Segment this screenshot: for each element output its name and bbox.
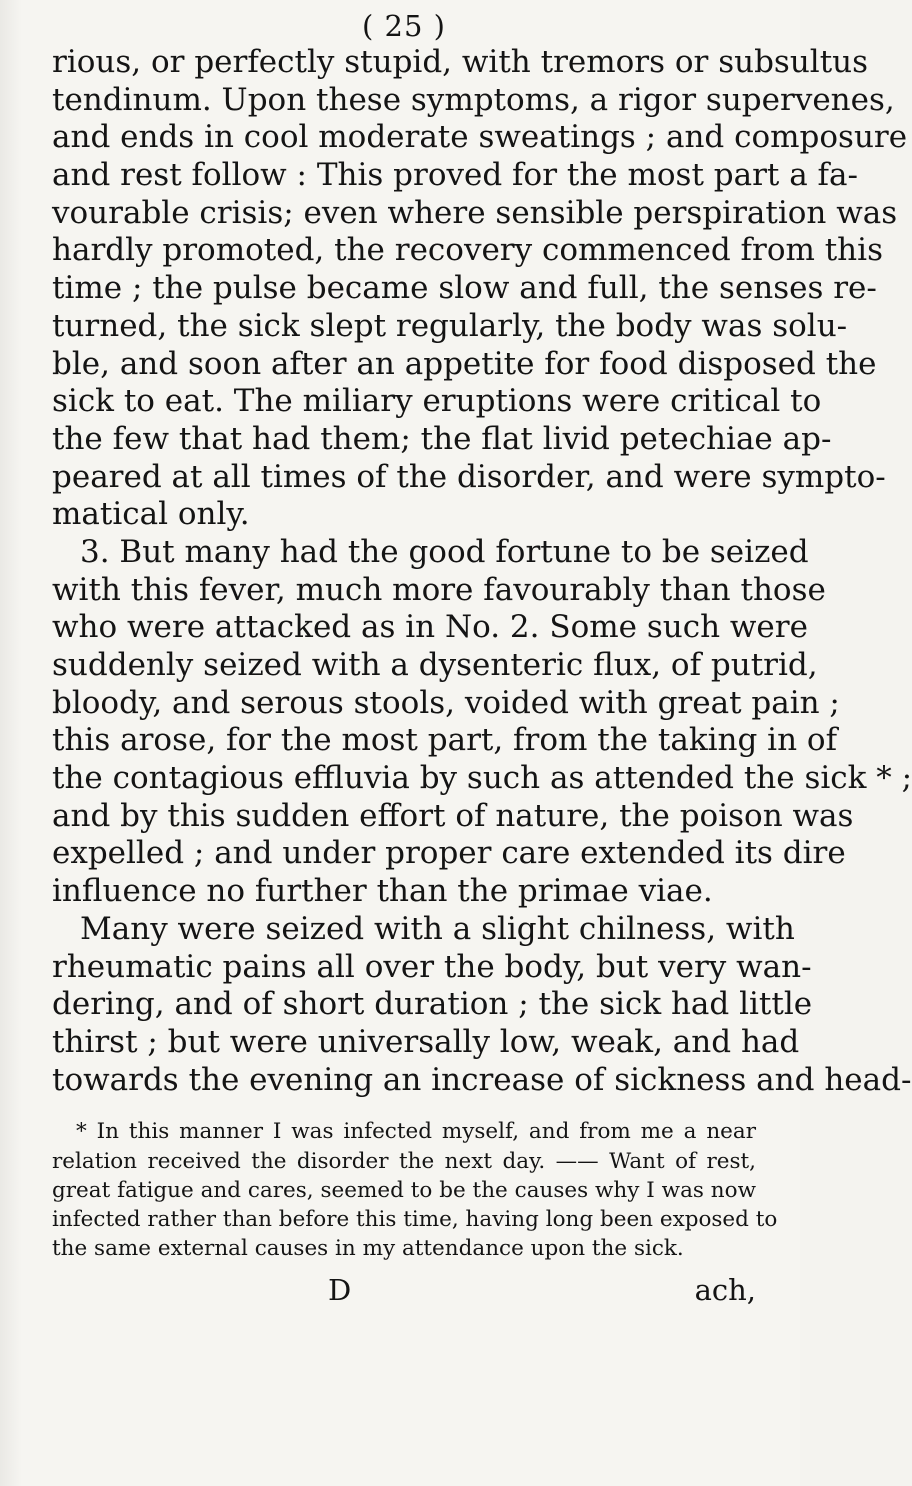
text-line: expelled ; and under proper care extended its dire <box>52 835 846 872</box>
footnote-line: infected rather than before this time, having long been exposed to <box>52 1207 778 1233</box>
text-line: turned, the sick slept regularly, the body was solu- <box>52 307 848 344</box>
text-line: with this fever, much more favourably than those <box>52 571 826 608</box>
text-line: influence no further than the primae viae. <box>52 873 713 910</box>
signature-mark: D <box>328 1272 352 1307</box>
text-line: time ; the pulse became slow and full, the senses re- <box>52 270 877 307</box>
text-line: the few that had them; the flat livid petechiae ap- <box>52 420 832 457</box>
text-line: Many were seized with a slight chilness, with <box>80 910 795 947</box>
main-text <box>52 44 912 1099</box>
page-footer <box>52 1272 756 1308</box>
text-line: dering, and of short duration ; the sick had little <box>52 986 813 1023</box>
catchword: ach, <box>694 1272 756 1307</box>
text-line: tendinum. Upon these symptoms, a rigor supervenes, <box>52 81 895 118</box>
text-line: rious, or perfectly stupid, with tremors or subsultus <box>52 44 869 80</box>
page-number: ( 25 ) <box>362 9 446 43</box>
text-line: rheumatic pains all over the body, but very wan- <box>52 948 812 985</box>
footnote <box>52 1117 778 1263</box>
text-line: sick to eat. The miliary eruptions were critical to <box>52 383 822 420</box>
text-line: this arose, for the most part, from the taking in of <box>52 722 838 759</box>
text-line: matical only. <box>52 496 250 533</box>
footnote-line: relation received the disorder the next day. —— Want of rest, <box>52 1148 756 1174</box>
text-line: and by this sudden effort of nature, the poison was <box>52 797 854 834</box>
text-line: vourable crisis; even where sensible perspiration was <box>52 194 898 231</box>
text-line: thirst ; but were universally low, weak, and had <box>52 1023 800 1060</box>
text-line: and rest follow : This proved for the most part a fa- <box>52 157 858 194</box>
text-line: peared at all times of the disorder, and were sympto- <box>52 458 886 495</box>
text-line: 3. But many had the good fortune to be seized <box>80 533 809 570</box>
text-line: towards the evening an increase of sickness and head- <box>52 1061 912 1098</box>
text-line: and ends in cool moderate sweatings ; and composure <box>52 119 908 156</box>
footnote-line: great fatigue and cares, seemed to be the causes why I was now <box>52 1177 756 1203</box>
text-line: bloody, and serous stools, voided with great pain ; <box>52 684 840 721</box>
text-line: suddenly seized with a dysenteric flux, of putrid, <box>52 647 818 683</box>
text-line: who were attacked as in No. 2. Some such were <box>52 609 808 646</box>
text-line: hardly promoted, the recovery commenced from this <box>52 232 883 269</box>
footnote-line: * In this manner I was infected myself, and from me a near <box>76 1119 756 1145</box>
footnote-line: the same external causes in my attendance upon the sick. <box>52 1236 684 1262</box>
text-line: the contagious effluvia by such as attended the sick * ; <box>52 760 912 797</box>
scan-edge-shadow <box>0 0 22 1486</box>
text-line: ble, and soon after an appetite for food disposed the <box>52 345 877 382</box>
